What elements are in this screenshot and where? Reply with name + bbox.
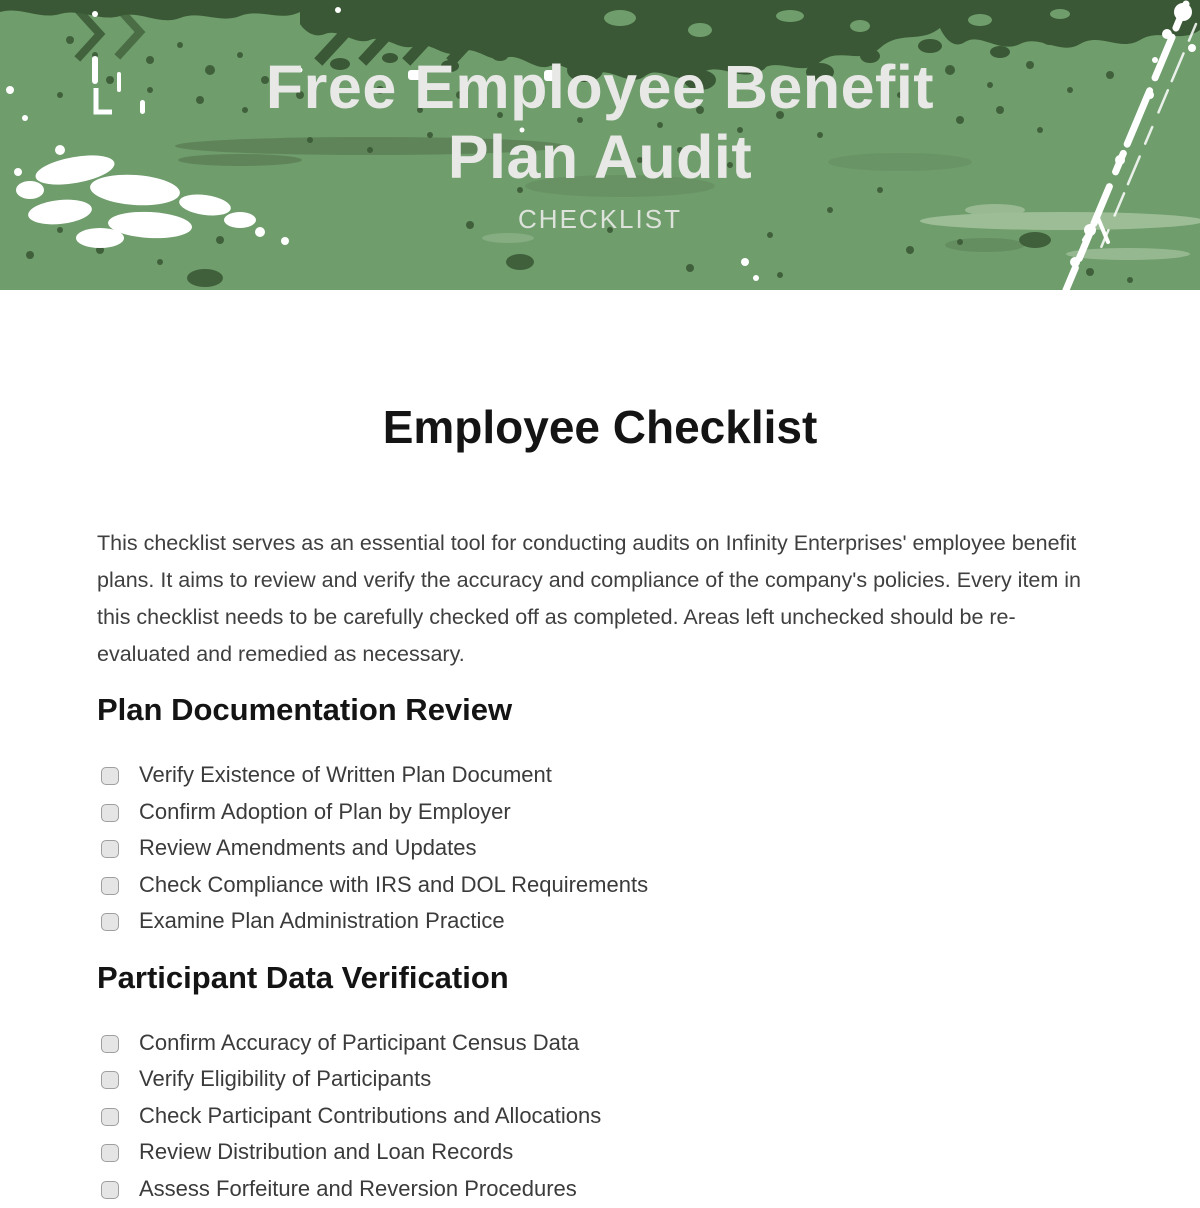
checkbox-unchecked-icon[interactable] [101,1108,119,1126]
checklist-item[interactable] [101,1135,1103,1172]
checklist-item[interactable] [101,758,1103,795]
checklist-item-label: Verify Eligibility of Participants [139,1068,431,1092]
section-heading: Participant Data Verification [97,959,1103,996]
checklist-item-label: Assess Forfeiture and Reversion Procedures [139,1178,577,1202]
checkbox-unchecked-icon[interactable] [101,877,119,895]
banner-subtitle: CHECKLIST [518,204,682,235]
checkbox-unchecked-icon[interactable] [101,1071,119,1089]
checklist-item[interactable] [101,904,1103,941]
checklist-item-label: Verify Existence of Written Plan Document [139,764,552,788]
checkbox-unchecked-icon[interactable] [101,767,119,785]
section-heading: Plan Documentation Review [97,691,1103,728]
intro-paragraph: This checklist serves as an essential tool for conducting audits on Infinity Enterprises' employee benefit plans. It aims to review and verify the accuracy and compliance of the company's policies. Every item in this checklist needs to be carefully checked off as completed. Areas left unchecked should be re-evaluated and remedied as necessary. [97,525,1103,673]
checklist-item[interactable] [101,795,1103,832]
checklist-item[interactable] [101,868,1103,905]
checklist-item[interactable] [101,831,1103,868]
checkbox-unchecked-icon[interactable] [101,913,119,931]
banner-text-block [0,0,1200,290]
banner-title-line2: Plan Audit [448,122,752,192]
checklist-item[interactable] [101,1062,1103,1099]
checkbox-unchecked-icon[interactable] [101,1035,119,1053]
checklist-item-label: Confirm Adoption of Plan by Employer [139,801,511,825]
checklist-item-label: Examine Plan Administration Practice [139,910,505,934]
checklist-item[interactable] [101,1099,1103,1136]
checklist-sections [97,691,1103,1208]
checklist-item-label: Check Compliance with IRS and DOL Requirements [139,874,648,898]
checklist-item-label: Check Participant Contributions and Allocations [139,1105,601,1129]
check-list [97,1026,1103,1208]
checkbox-unchecked-icon[interactable] [101,804,119,822]
banner-title-line1: Free Employee Benefit [266,52,934,122]
checklist-item[interactable] [101,1172,1103,1208]
check-list [97,758,1103,941]
document-body [0,400,1200,1208]
checkbox-unchecked-icon[interactable] [101,1144,119,1162]
checkbox-unchecked-icon[interactable] [101,1181,119,1199]
checklist-item-label: Review Amendments and Updates [139,837,477,861]
checkbox-unchecked-icon[interactable] [101,840,119,858]
checklist-item[interactable] [101,1026,1103,1063]
checklist-item-label: Confirm Accuracy of Participant Census Data [139,1032,579,1056]
page-title: Employee Checklist [97,400,1103,455]
banner [0,0,1200,290]
checklist-item-label: Review Distribution and Loan Records [139,1141,513,1165]
